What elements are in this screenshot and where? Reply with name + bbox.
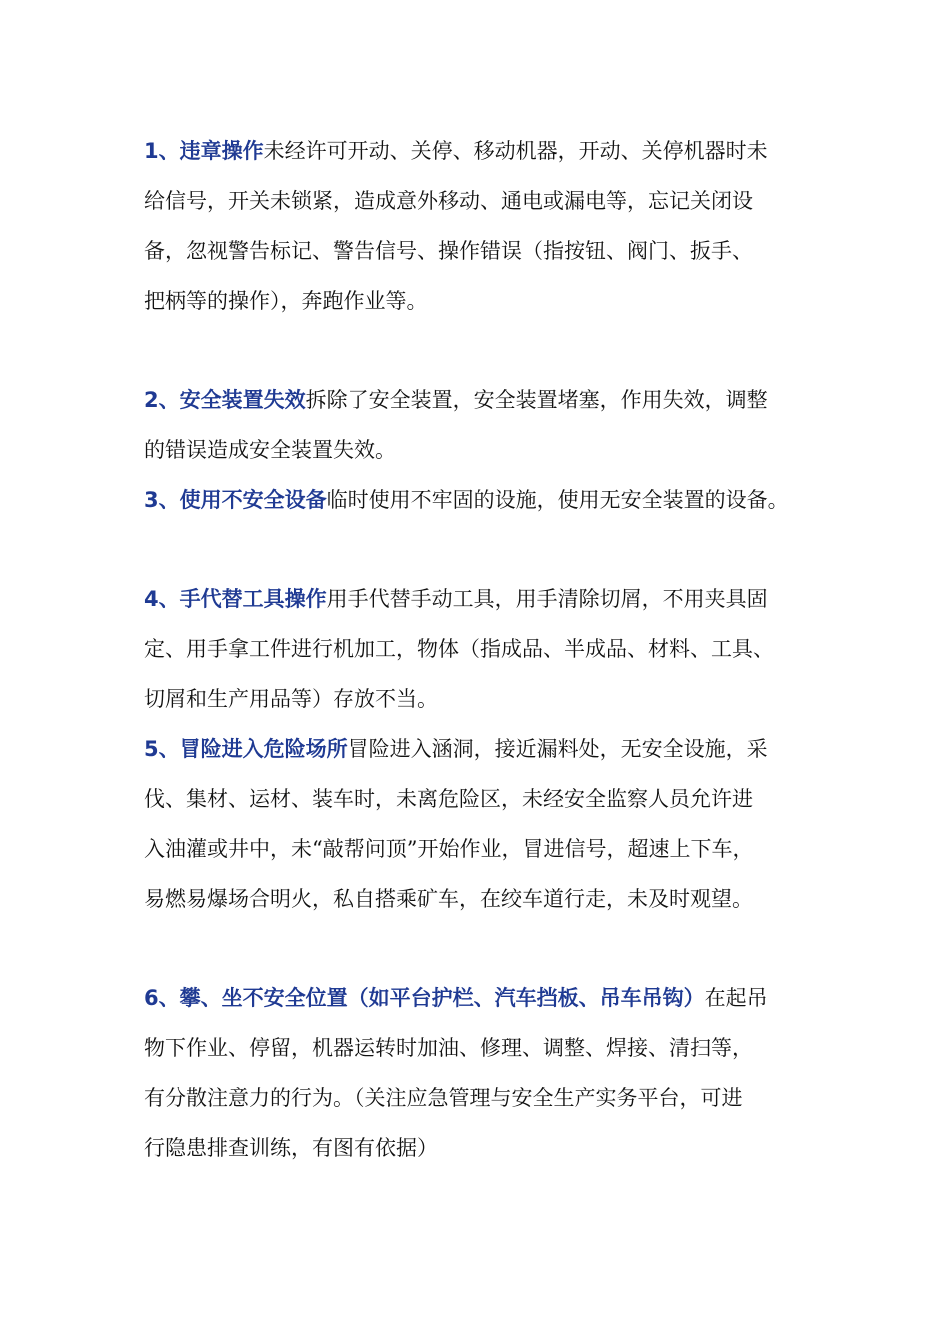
- item-2-heading: 2、安全装置失效: [144, 388, 306, 412]
- item-4-heading: 4、手代替工具操作: [144, 587, 327, 611]
- item-5-line-3: 入油灌或井中，未“敲帮问顶”开始作业，冒进信号，超速上下车，: [144, 837, 754, 861]
- item-4-line-2: 定、用手拿工件进行机加工，物体（指成品、半成品、材料、工具、: [144, 637, 774, 661]
- item-6-heading: 6、攀、坐不安全位置（如平台护栏、汽车挡板、吊车吊钩）: [144, 986, 705, 1010]
- item-2-text: 拆除了安全装置，安全装置堵塞，作用失效，调整: [305, 388, 768, 412]
- item-3-heading: 3、使用不安全设备: [144, 488, 327, 512]
- item-1-heading: 1、违章操作: [144, 139, 264, 163]
- item-5-text: 冒险进入涵洞，接近漏料处，无安全设施，采: [347, 737, 768, 761]
- item-3-text: 临时使用不牢固的设施，使用无安全装置的设备。: [326, 488, 789, 512]
- item-5-line-4: 易燃易爆场合明火，私自搭乘矿车，在绞车道行走，未及时观望。: [144, 887, 753, 911]
- item-2-line-1: [144, 385, 824, 415]
- item-4-text: 用手代替手动工具，用手清除切屑，不用夹具固: [326, 587, 768, 611]
- item-6-line-3: 有分散注意力的行为。（关注应急管理与安全生产实务平台，可进: [144, 1086, 743, 1110]
- item-5-line-1: [144, 734, 824, 764]
- item-6-line-4: 行隐患排查训练，有图有依据）: [144, 1136, 438, 1160]
- item-3-line-1: [144, 485, 824, 515]
- item-2-line-2: 的错误造成安全装置失效。: [144, 438, 396, 462]
- item-1-text: 未经许可开动、关停、移动机器，开动、关停机器时未: [263, 139, 768, 163]
- item-6-line-1: [144, 983, 824, 1013]
- item-4-line-3: 切屑和生产用品等）存放不当。: [144, 687, 438, 711]
- item-6-line-2: 物下作业、停留，机器运转时加油、修理、调整、焊接、清扫等，: [144, 1036, 753, 1060]
- item-5-heading: 5、冒险进入危险场所: [144, 737, 348, 761]
- item-4-line-1: [144, 584, 824, 614]
- item-1-line-4: 把柄等的操作），奔跑作业等。: [144, 289, 428, 313]
- item-6-text: 在起吊: [704, 986, 768, 1010]
- item-5-line-2: 伐、集材、运材、装车时，未离危险区，未经安全监察人员允许进: [144, 787, 753, 811]
- item-1-line-1: [144, 136, 824, 166]
- item-1-line-3: 备，忽视警告标记、警告信号、操作错误（指按钮、阀门、扳手、: [144, 239, 753, 263]
- item-1-line-2: 给信号，开关未锁紧，造成意外移动、通电或漏电等，忘记关闭设: [144, 189, 753, 213]
